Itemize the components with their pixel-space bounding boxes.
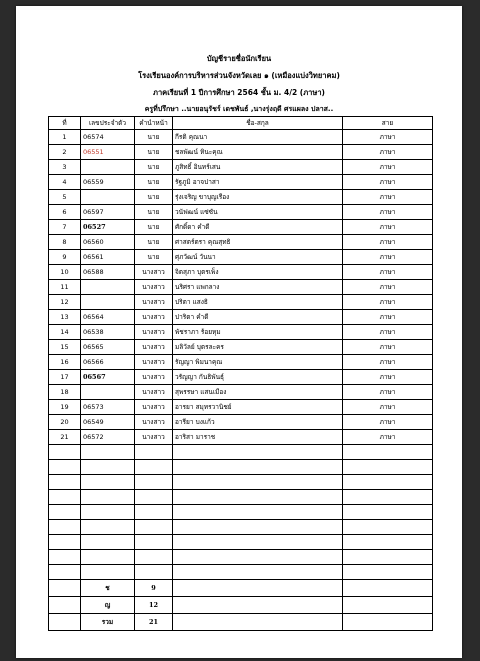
student-id-cell: 06597 — [81, 205, 135, 220]
row-number-cell: 17 — [49, 370, 81, 385]
student-id-cell — [81, 190, 135, 205]
empty-row — [49, 490, 433, 505]
track-cell: ภาษา — [343, 235, 433, 250]
student-name-cell: จิตสุภา บุตรเพ็ง — [173, 265, 343, 280]
empty-cell — [173, 490, 343, 505]
student-name-cell: รุ่งเจริญ ขาบุญเรือง — [173, 190, 343, 205]
track-cell: ภาษา — [343, 265, 433, 280]
empty-cell — [81, 460, 135, 475]
row-number-cell: 21 — [49, 430, 81, 445]
row-number-cell: 20 — [49, 415, 81, 430]
student-name-cell: กีรติ คุณนา — [173, 130, 343, 145]
summary-blank-cell — [49, 614, 81, 631]
column-header-no: ที่ — [49, 117, 81, 130]
empty-cell — [173, 550, 343, 565]
student-name-cell: ชลพัฒน์ หินะคุณ — [173, 145, 343, 160]
table-row — [49, 385, 433, 400]
table-row — [49, 220, 433, 235]
track-cell: ภาษา — [343, 385, 433, 400]
table-row — [49, 310, 433, 325]
student-name-cell: วรัญญา กันธิพันธุ์ — [173, 370, 343, 385]
summary-label: ช — [81, 580, 135, 597]
student-id-cell: 06573 — [81, 400, 135, 415]
table-header-row — [49, 117, 433, 130]
empty-cell — [81, 505, 135, 520]
prefix-cell: นาย — [135, 175, 173, 190]
empty-cell — [135, 520, 173, 535]
empty-cell — [135, 445, 173, 460]
empty-cell — [173, 535, 343, 550]
row-number-cell: 7 — [49, 220, 81, 235]
table-row — [49, 430, 433, 445]
empty-cell — [343, 505, 433, 520]
student-id-cell: 06567 — [81, 370, 135, 385]
prefix-cell: นางสาว — [135, 310, 173, 325]
empty-row — [49, 445, 433, 460]
empty-cell — [135, 565, 173, 580]
prefix-cell: นาย — [135, 235, 173, 250]
summary-label: ญ — [81, 597, 135, 614]
row-number-cell: 12 — [49, 295, 81, 310]
track-cell: ภาษา — [343, 205, 433, 220]
track-cell: ภาษา — [343, 400, 433, 415]
prefix-cell: นาย — [135, 160, 173, 175]
track-cell: ภาษา — [343, 130, 433, 145]
empty-cell — [49, 550, 81, 565]
table-row — [49, 280, 433, 295]
track-cell: ภาษา — [343, 175, 433, 190]
table-row — [49, 265, 433, 280]
table-row — [49, 235, 433, 250]
empty-row — [49, 535, 433, 550]
empty-cell — [81, 565, 135, 580]
student-name-cell: นริศรา แพกลาง — [173, 280, 343, 295]
prefix-cell: นาย — [135, 205, 173, 220]
row-number-cell: 1 — [49, 130, 81, 145]
track-cell: ภาษา — [343, 415, 433, 430]
summary-blank-cell — [343, 580, 433, 597]
row-number-cell: 16 — [49, 355, 81, 370]
summary-blank-cell — [49, 580, 81, 597]
empty-cell — [49, 565, 81, 580]
track-cell: ภาษา — [343, 325, 433, 340]
empty-cell — [49, 520, 81, 535]
student-id-cell: 06564 — [81, 310, 135, 325]
empty-cell — [49, 490, 81, 505]
prefix-cell: นางสาว — [135, 280, 173, 295]
empty-cell — [173, 445, 343, 460]
row-number-cell: 5 — [49, 190, 81, 205]
prefix-cell: นาย — [135, 250, 173, 265]
empty-cell — [49, 445, 81, 460]
table-row — [49, 325, 433, 340]
prefix-cell: นางสาว — [135, 370, 173, 385]
table-row — [49, 160, 433, 175]
student-name-cell: ปริตา แสงธิ — [173, 295, 343, 310]
student-name-cell: ศุภวัฒน์ วันนา — [173, 250, 343, 265]
row-number-cell: 11 — [49, 280, 81, 295]
student-id-cell: 06527 — [81, 220, 135, 235]
empty-cell — [173, 460, 343, 475]
summary-blank-cell — [173, 614, 343, 631]
student-id-cell: 06549 — [81, 415, 135, 430]
row-number-cell: 14 — [49, 325, 81, 340]
term-info: ภาคเรียนที่ 1 ปีการศึกษา 2564 ชั้น ม. 4/2 (ภาษา) — [153, 88, 325, 97]
prefix-cell: นางสาว — [135, 295, 173, 310]
student-id-cell: 06566 — [81, 355, 135, 370]
table-row — [49, 175, 433, 190]
student-id-cell: 06572 — [81, 430, 135, 445]
student-name-cell: รัฐภูมิ อาจปาสา — [173, 175, 343, 190]
empty-cell — [81, 490, 135, 505]
empty-cell — [173, 565, 343, 580]
empty-cell — [135, 505, 173, 520]
student-name-cell: วนัฟฒน์ แซ่ซัน — [173, 205, 343, 220]
document-page — [16, 6, 462, 658]
prefix-cell: นางสาว — [135, 400, 173, 415]
track-cell: ภาษา — [343, 145, 433, 160]
student-id-cell — [81, 160, 135, 175]
empty-cell — [343, 520, 433, 535]
track-cell: ภาษา — [343, 355, 433, 370]
column-header-id: เลขประจำตัว — [81, 117, 135, 130]
row-number-cell: 13 — [49, 310, 81, 325]
empty-cell — [135, 475, 173, 490]
student-id-cell: 06574 — [81, 130, 135, 145]
row-number-cell: 10 — [49, 265, 81, 280]
row-number-cell: 19 — [49, 400, 81, 415]
prefix-cell: นางสาว — [135, 415, 173, 430]
summary-row — [49, 614, 433, 631]
empty-cell — [173, 505, 343, 520]
table-row — [49, 130, 433, 145]
empty-row — [49, 550, 433, 565]
student-name-cell: รัญญา พิมนาคุณ — [173, 355, 343, 370]
student-name-cell: ปาริตา คำดี — [173, 310, 343, 325]
empty-row — [49, 505, 433, 520]
empty-cell — [343, 535, 433, 550]
empty-cell — [49, 475, 81, 490]
student-name-cell: ศักดิ์ดา คำดี — [173, 220, 343, 235]
track-cell: ภาษา — [343, 250, 433, 265]
summary-blank-cell — [173, 597, 343, 614]
empty-cell — [135, 460, 173, 475]
prefix-cell: นางสาว — [135, 340, 173, 355]
prefix-cell: นางสาว — [135, 325, 173, 340]
summary-row — [49, 580, 433, 597]
track-cell: ภาษา — [343, 295, 433, 310]
table-row — [49, 145, 433, 160]
student-name-cell: พัชราภา ร้อยหุม — [173, 325, 343, 340]
student-name-cell: ศาสตร์ตรา คุณสุทธิ — [173, 235, 343, 250]
prefix-cell: นางสาว — [135, 355, 173, 370]
student-id-cell — [81, 280, 135, 295]
table-row — [49, 370, 433, 385]
student-id-cell: 06559 — [81, 175, 135, 190]
empty-cell — [81, 445, 135, 460]
track-cell: ภาษา — [343, 430, 433, 445]
student-name-cell: อาริสา มาราช — [173, 430, 343, 445]
empty-cell — [343, 565, 433, 580]
row-number-cell: 18 — [49, 385, 81, 400]
student-name-cell: มลิวัลย์ บุตรละคร — [173, 340, 343, 355]
summary-row — [49, 597, 433, 614]
track-cell: ภาษา — [343, 340, 433, 355]
empty-cell — [135, 550, 173, 565]
prefix-cell: นาย — [135, 145, 173, 160]
school-name: โรงเรียนองค์การบริหารส่วนจังหวัดเลย ๑ (เหมืองแบ่งวิทยาคม) — [138, 71, 340, 80]
empty-cell — [173, 475, 343, 490]
table-row — [49, 295, 433, 310]
table-row — [49, 355, 433, 370]
table-row — [49, 250, 433, 265]
student-id-cell: 06560 — [81, 235, 135, 250]
summary-blank-cell — [343, 597, 433, 614]
empty-cell — [343, 550, 433, 565]
summary-value: 12 — [135, 597, 173, 614]
document-title: บัญชีรายชื่อนักเรียน — [206, 54, 272, 63]
student-name-cell: อารียา บงแก้ว — [173, 415, 343, 430]
track-cell: ภาษา — [343, 370, 433, 385]
track-cell: ภาษา — [343, 310, 433, 325]
prefix-cell: นาย — [135, 130, 173, 145]
empty-row — [49, 475, 433, 490]
empty-row — [49, 520, 433, 535]
empty-cell — [81, 550, 135, 565]
track-cell: ภาษา — [343, 190, 433, 205]
student-id-cell — [81, 385, 135, 400]
row-number-cell: 9 — [49, 250, 81, 265]
column-header-track: สาย — [343, 117, 433, 130]
row-number-cell: 2 — [49, 145, 81, 160]
empty-row — [49, 460, 433, 475]
student-id-cell: 06588 — [81, 265, 135, 280]
table-row — [49, 190, 433, 205]
row-number-cell: 3 — [49, 160, 81, 175]
column-header-prefix: คำนำหน้า — [135, 117, 173, 130]
summary-blank-cell — [49, 597, 81, 614]
row-number-cell: 4 — [49, 175, 81, 190]
empty-cell — [173, 520, 343, 535]
empty-cell — [343, 475, 433, 490]
row-number-cell: 15 — [49, 340, 81, 355]
student-name-cell: อารยา สมุทรวานิชย์ — [173, 400, 343, 415]
empty-cell — [49, 535, 81, 550]
student-id-cell: 06561 — [81, 250, 135, 265]
advisor-line: ครูที่ปรึกษา ..นายอนุรัชร์ เดชพันธ์ ,นางรุ่งฤดี ศรแผลง ปลาส.. — [144, 105, 334, 113]
empty-cell — [343, 490, 433, 505]
student-id-cell: 06551 — [81, 145, 135, 160]
summary-value: 21 — [135, 614, 173, 631]
summary-label: รวม — [81, 614, 135, 631]
summary-value: 9 — [135, 580, 173, 597]
track-cell: ภาษา — [343, 220, 433, 235]
summary-blank-cell — [173, 580, 343, 597]
prefix-cell: นางสาว — [135, 265, 173, 280]
prefix-cell: นางสาว — [135, 385, 173, 400]
student-id-cell — [81, 295, 135, 310]
student-id-cell: 06538 — [81, 325, 135, 340]
empty-cell — [49, 505, 81, 520]
empty-cell — [343, 445, 433, 460]
track-cell: ภาษา — [343, 160, 433, 175]
row-number-cell: 6 — [49, 205, 81, 220]
empty-cell — [81, 475, 135, 490]
student-name-cell: สุพรรษา แสนเมือง — [173, 385, 343, 400]
empty-cell — [343, 460, 433, 475]
student-table — [48, 116, 433, 631]
prefix-cell: นาย — [135, 190, 173, 205]
prefix-cell: นางสาว — [135, 430, 173, 445]
empty-row — [49, 565, 433, 580]
prefix-cell: นาย — [135, 220, 173, 235]
empty-cell — [135, 490, 173, 505]
empty-cell — [135, 535, 173, 550]
table-row — [49, 205, 433, 220]
table-row — [49, 400, 433, 415]
empty-cell — [49, 460, 81, 475]
track-cell: ภาษา — [343, 280, 433, 295]
student-name-cell: ภูสิทธิ์ อินทร์เสน — [173, 160, 343, 175]
empty-cell — [81, 520, 135, 535]
table-row — [49, 340, 433, 355]
empty-cell — [81, 535, 135, 550]
row-number-cell: 8 — [49, 235, 81, 250]
summary-blank-cell — [343, 614, 433, 631]
student-id-cell: 06565 — [81, 340, 135, 355]
column-header-name: ชื่อ-สกุล — [173, 117, 343, 130]
table-row — [49, 415, 433, 430]
